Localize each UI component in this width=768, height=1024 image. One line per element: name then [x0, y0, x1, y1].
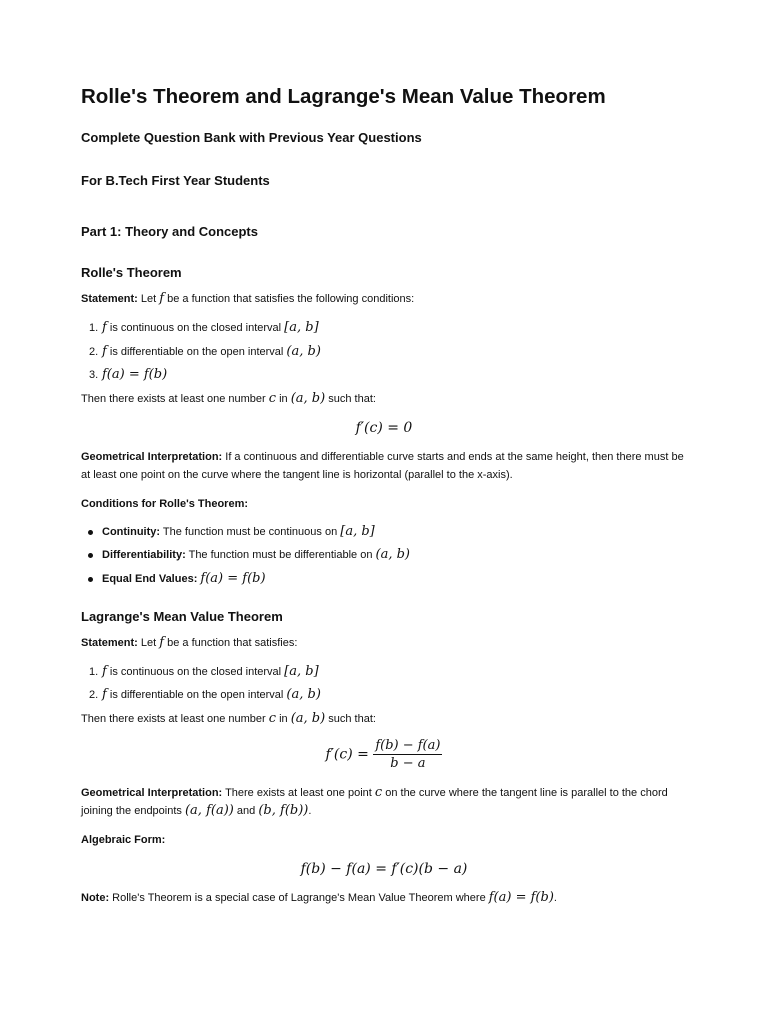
bullet-dot — [88, 530, 93, 535]
lmvt-statement-label: Statement: — [81, 637, 138, 649]
bullet-dot — [88, 553, 93, 558]
lmvt-then-var: c — [268, 711, 277, 726]
lmvt-alg-eq-text: f(b) − f(a) = f′(c)(b − a) — [300, 861, 468, 877]
rolle-b2-math: (a, b) — [375, 547, 410, 562]
rolle-statement-post: be a function that satisfies the following conditions: — [167, 293, 415, 305]
rolle-statement — [81, 290, 414, 308]
list-number: 2. — [89, 346, 99, 358]
lmvt-geo-label: Geometrical Interpretation: — [81, 787, 223, 799]
lmvt-alg-label: Algebraic Form: — [81, 834, 166, 846]
rolle-b2-text: The function must be differentiable on — [188, 549, 373, 561]
lmvt-geo-end: . — [308, 805, 312, 817]
lmvt-algebraic-equation — [81, 860, 687, 878]
rolle-equation-text: f′(c) = 0 — [355, 420, 413, 436]
lmvt-c1-text: is continuous on the closed interval — [109, 666, 282, 678]
page-title: Rolle's Theorem and Lagrange's Mean Value Theorem — [81, 85, 606, 108]
lmvt-statement-var: f — [159, 635, 165, 650]
list-number: 1. — [89, 322, 99, 334]
lmvt-geo-point-b: (b, f(b)) — [258, 803, 309, 818]
rolle-c2-text: is differentiable on the open interval — [109, 346, 284, 358]
rolle-b1-text: The function must be continuous on — [162, 526, 338, 538]
lmvt-then-pre: Then there exists at least one number — [81, 713, 266, 725]
lmvt-geo-mid: on the curve where the tangent line is parallel to the chord joining the endpoints — [81, 787, 668, 817]
lmvt-c1-math: [a, b] — [284, 664, 319, 679]
lmvt-statement — [81, 634, 297, 652]
lmvt-algebraic-heading — [81, 831, 165, 849]
list-number: 2. — [89, 689, 99, 701]
lmvt-geometric-interpretation — [81, 784, 687, 820]
lmvt-heading: Lagrange's Mean Value Theorem — [81, 609, 283, 624]
lmvt-note-label: Note: — [81, 892, 110, 904]
rolle-then-math: (a, b) — [290, 391, 326, 406]
rolle-statement-pre: Let — [140, 293, 157, 305]
lmvt-geo-point-a: (a, f(a)) — [184, 803, 234, 818]
lmvt-geo-and: and — [236, 805, 256, 817]
lmvt-geo-var: c — [374, 785, 383, 800]
lmvt-c2-var: f — [102, 687, 107, 702]
rolle-geo-label: Geometrical Interpretation: — [81, 451, 223, 463]
rolle-b3-math: f(a) = f(b) — [200, 571, 266, 586]
lmvt-then-line — [81, 710, 376, 728]
lmvt-note-text: Rolle's Theorem is a special case of Lagrange's Mean Value Theorem where — [112, 892, 486, 904]
rolle-b1-math: [a, b] — [340, 524, 375, 539]
lmvt-c2-math: (a, b) — [286, 687, 321, 702]
rolle-conditions-heading-text: Conditions for Rolle's Theorem: — [81, 498, 249, 510]
lmvt-eq-numerator: f(b) − f(a) — [375, 738, 441, 753]
lmvt-then-post: such that: — [328, 713, 376, 725]
lmvt-then-math: (a, b) — [290, 711, 326, 726]
bullet-dot — [88, 577, 93, 582]
list-number: 3. — [89, 369, 99, 381]
rolle-b3-label: Equal End Values: — [102, 573, 198, 585]
lmvt-note — [81, 889, 557, 907]
rolle-geo-text: If a continuous and differentiable curve starts and ends at the same height, then there must be at least one point on the curve where the tangent line is horizontal (parallel to the x-axis). — [81, 451, 684, 481]
rolle-statement-label: Statement: — [81, 293, 138, 305]
rolle-geometric-interpretation — [81, 448, 687, 484]
lmvt-note-end: . — [553, 892, 557, 904]
lmvt-eq-fraction — [373, 738, 442, 771]
rolle-c1-text: is continuous on the closed interval — [109, 322, 282, 334]
rolle-b2-label: Differentiability: — [102, 549, 186, 561]
rolle-c2-var: f — [102, 344, 107, 359]
audience-line: For B.Tech First Year Students — [81, 173, 270, 188]
lmvt-statement-pre: Let — [140, 637, 157, 649]
rolle-equation — [81, 419, 687, 437]
rolle-then-line — [81, 390, 376, 408]
rolle-then-var: c — [268, 391, 277, 406]
lmvt-note-math: f(a) = f(b) — [488, 890, 554, 905]
lmvt-geo-pre: There exists at least one point — [225, 787, 372, 799]
list-number: 1. — [89, 666, 99, 678]
page-subtitle: Complete Question Bank with Previous Year Questions — [81, 130, 422, 145]
lmvt-c2-text: is differentiable on the open interval — [109, 689, 284, 701]
rolle-conditions-heading — [81, 495, 248, 513]
rolle-then-pre: Then there exists at least one number — [81, 393, 266, 405]
rolle-then-post: such that: — [328, 393, 376, 405]
rolle-c2-math: (a, b) — [286, 344, 321, 359]
lmvt-statement-post: be a function that satisfies: — [167, 637, 298, 649]
rolle-c1-math: [a, b] — [284, 320, 319, 335]
rolle-heading: Rolle's Theorem — [81, 265, 182, 280]
rolle-then-mid: in — [279, 393, 288, 405]
rolle-b1-label: Continuity: — [102, 526, 161, 538]
rolle-c1-var: f — [102, 320, 107, 335]
lmvt-eq-lhs: f′(c) = — [325, 746, 369, 763]
part-heading: Part 1: Theory and Concepts — [81, 224, 258, 239]
lmvt-equation — [81, 738, 687, 771]
lmvt-then-mid: in — [279, 713, 288, 725]
lmvt-eq-denominator: b − a — [390, 756, 426, 771]
rolle-c3-math: f(a) = f(b) — [102, 367, 168, 382]
lmvt-c1-var: f — [102, 664, 107, 679]
rolle-statement-var: f — [159, 291, 165, 306]
